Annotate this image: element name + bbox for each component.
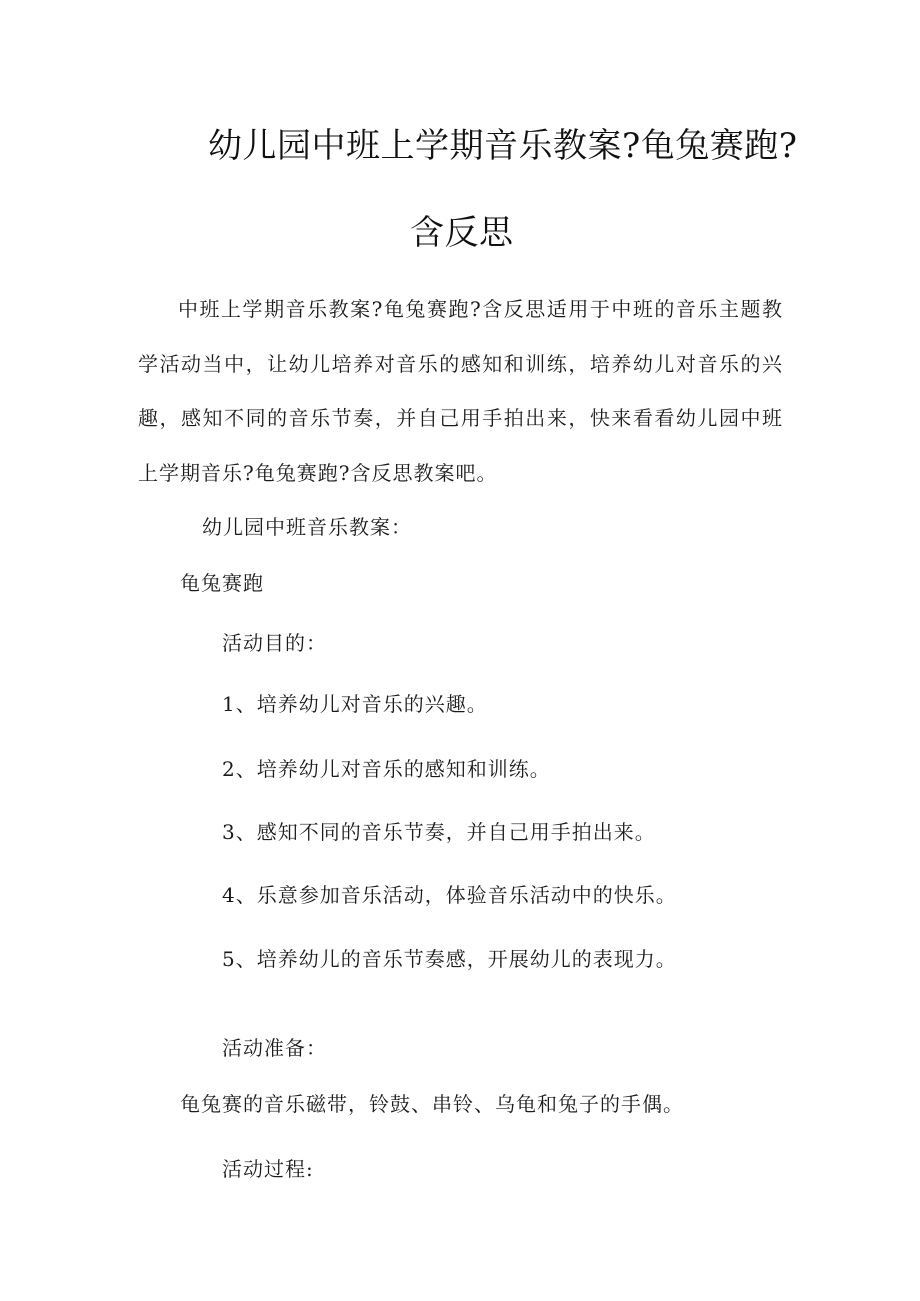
prep-text: 龟兔赛的音乐磁带，铃鼓、串铃、乌龟和兔子的手偶。 [180, 1092, 684, 1116]
document-title-line2: 含反思 [410, 213, 514, 253]
intro-paragraph: 中班上学期音乐教案?龟兔赛跑?含反思适用于中班的音乐主题教学活动当中，让幼儿培养对音乐的感知和训练，培养幼儿对音乐的兴趣，感知不同的音乐节奏，并自己用手拍出来，快来看看幼儿园中班上学期音乐?龟兔赛跑?含反思教案吧。 [138, 297, 783, 485]
goal-item: 3、感知不同的音乐节奏，并自己用手拍出来。 [222, 820, 656, 844]
goal-item: 2、培养幼儿对音乐的感知和训练。 [222, 757, 551, 781]
goals-heading: 活动目的： [222, 631, 327, 655]
goal-item: 4、乐意参加音乐活动，体验音乐活动中的快乐。 [222, 883, 677, 907]
goal-item: 5、培养幼儿的音乐节奏感，开展幼儿的表现力。 [222, 947, 677, 971]
prep-heading: 活动准备： [222, 1036, 327, 1060]
process-heading: 活动过程: [222, 1157, 314, 1181]
subheading: 幼儿园中班音乐教案： [202, 515, 412, 539]
goal-item: 1、培养幼儿对音乐的兴趣。 [222, 692, 488, 716]
lesson-name: 龟兔赛跑 [180, 571, 264, 595]
document-title-line1: 幼儿园中班上学期音乐教案?龟兔赛跑? [208, 126, 798, 166]
